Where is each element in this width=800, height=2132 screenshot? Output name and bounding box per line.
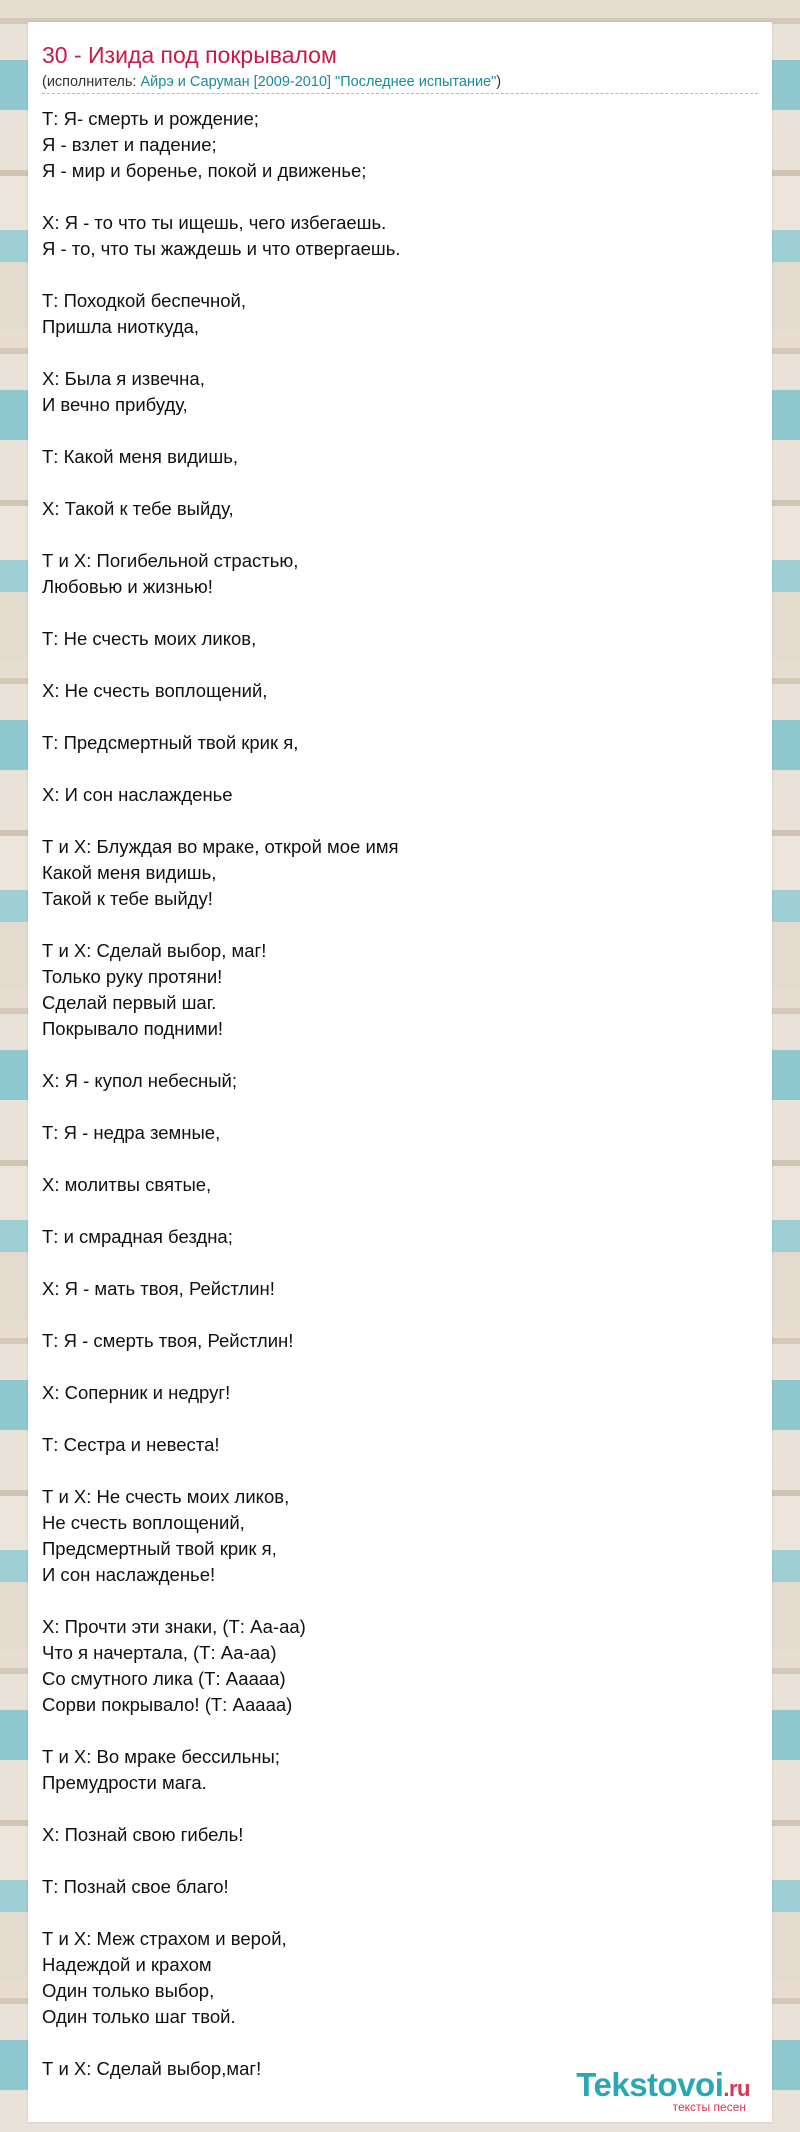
- lyrics-line: Х: Была я извечна,: [42, 368, 205, 389]
- lyrics-stanza: [42, 1120, 758, 1146]
- lyrics-stanza: [42, 548, 758, 600]
- lyrics-stanza: [42, 1380, 758, 1406]
- lyrics-line: Со смутного лика (Т: Ааааа): [42, 1668, 286, 1689]
- lyrics-stanza: [42, 678, 758, 704]
- lyrics-line: Т и Х: Меж страхом и верой,: [42, 1928, 287, 1949]
- performer-link[interactable]: Айрэ и Саруман [2009-2010] "Последнее испытание": [140, 74, 497, 90]
- lyrics-line: Т: Походкой беспечной,: [42, 290, 246, 311]
- lyrics-stanza: [42, 366, 758, 418]
- lyrics-line: Такой к тебе выйду!: [42, 888, 213, 909]
- lyrics-stanza: [42, 444, 758, 470]
- performer-suffix: ): [496, 74, 502, 90]
- lyrics-line: Х: молитвы святые,: [42, 1174, 212, 1195]
- lyrics-line: Надеждой и крахом: [42, 1954, 212, 1975]
- lyrics-line: Т: Я- смерть и рождение;: [42, 108, 259, 129]
- lyrics-line: Х: И сон наслажденье: [42, 784, 233, 805]
- lyrics-line: Предсмертный твой крик я,: [42, 1538, 277, 1559]
- lyrics-stanza: [42, 1068, 758, 1094]
- lyrics-line: Один только шаг твой.: [42, 2006, 236, 2027]
- lyrics-line: Х: Я - то что ты ищешь, чего избегаешь.: [42, 212, 387, 233]
- lyrics-line: Что я начертала, (Т: Аа-аа): [42, 1642, 277, 1663]
- lyrics-stanza: [42, 1926, 758, 2030]
- lyrics-stanza: [42, 1432, 758, 1458]
- lyrics-body: [42, 106, 758, 2108]
- lyrics-line: Любовью и жизнью!: [42, 576, 213, 597]
- lyrics-line: Т: Познай свое благо!: [42, 1876, 229, 1897]
- lyrics-stanza: [42, 210, 758, 262]
- lyrics-stanza: [42, 938, 758, 1042]
- lyrics-line: Х: Не счесть воплощений,: [42, 680, 268, 701]
- lyrics-line: Т: Сестра и невеста!: [42, 1434, 220, 1455]
- lyrics-line: Пришла ниоткуда,: [42, 316, 200, 337]
- logo-main-text: Tekstovoi: [576, 2066, 724, 2103]
- lyrics-line: Один только выбор,: [42, 1980, 215, 2001]
- lyrics-stanza: [42, 782, 758, 808]
- lyrics-line: Х: Соперник и недруг!: [42, 1382, 231, 1403]
- lyrics-line: Какой меня видишь,: [42, 862, 217, 883]
- lyrics-line: Т и Х: Сделай выбор,маг!: [42, 2058, 262, 2079]
- lyrics-line: Т: Я - смерть твоя, Рейстлин!: [42, 1330, 294, 1351]
- lyrics-stanza: [42, 1484, 758, 1588]
- lyrics-line: Т: Я - недра земные,: [42, 1122, 221, 1143]
- lyrics-line: Т и Х: Не счесть моих ликов,: [42, 1486, 290, 1507]
- lyrics-stanza: [42, 288, 758, 340]
- logo-wordmark: [576, 2068, 750, 2101]
- lyrics-line: Т: Какой меня видишь,: [42, 446, 239, 467]
- lyrics-line: Премудрости мага.: [42, 1772, 207, 1793]
- song-meta: [42, 74, 758, 94]
- lyrics-line: Х: Прочти эти знаки, (Т: Аа-аа): [42, 1616, 306, 1637]
- performer-prefix: (исполнитель:: [42, 74, 141, 90]
- lyrics-stanza: [42, 1822, 758, 1848]
- lyrics-stanza: [42, 730, 758, 756]
- lyrics-line: Т и Х: Блуждая во мраке, открой мое имя: [42, 836, 399, 857]
- lyrics-line: Я - мир и боренье, покой и движенье;: [42, 160, 367, 181]
- lyrics-card: [28, 22, 772, 2122]
- lyrics-line: Не счесть воплощений,: [42, 1512, 245, 1533]
- logo-domain: .ru: [723, 2076, 750, 2101]
- lyrics-line: Т и Х: Погибельной страстью,: [42, 550, 299, 571]
- lyrics-line: Я - то, что ты жаждешь и что отвергаешь.: [42, 238, 401, 259]
- lyrics-line: Покрывало подними!: [42, 1018, 224, 1039]
- lyrics-stanza: [42, 1276, 758, 1302]
- lyrics-line: Х: Я - мать твоя, Рейстлин!: [42, 1278, 275, 1299]
- lyrics-line: Т и Х: Во мраке бессильны;: [42, 1746, 280, 1767]
- logo-tagline: тексты песен: [672, 2100, 746, 2114]
- lyrics-stanza: [42, 1172, 758, 1198]
- lyrics-stanza: [42, 1874, 758, 1900]
- lyrics-line: Х: Познай свою гибель!: [42, 1824, 244, 1845]
- lyrics-line: Т: Не счесть моих ликов,: [42, 628, 257, 649]
- lyrics-stanza: [42, 834, 758, 912]
- lyrics-stanza: [42, 1744, 758, 1796]
- lyrics-stanza: [42, 626, 758, 652]
- lyrics-stanza: [42, 496, 758, 522]
- site-logo[interactable]: [576, 2068, 750, 2114]
- song-title: 30 - Изида под покрывалом: [42, 42, 337, 68]
- lyrics-line: Х: Я - купол небесный;: [42, 1070, 238, 1091]
- lyrics-line: Т: Предсмертный твой крик я,: [42, 732, 299, 753]
- lyrics-stanza: [42, 1224, 758, 1250]
- lyrics-line: Я - взлет и падение;: [42, 134, 217, 155]
- lyrics-line: Х: Такой к тебе выйду,: [42, 498, 234, 519]
- lyrics-line: И вечно прибуду,: [42, 394, 188, 415]
- lyrics-line: Т и Х: Сделай выбор, маг!: [42, 940, 267, 961]
- lyrics-line: И сон наслажденье!: [42, 1564, 216, 1585]
- lyrics-stanza: [42, 1614, 758, 1718]
- lyrics-line: Только руку протяни!: [42, 966, 223, 987]
- lyrics-stanza: [42, 106, 758, 184]
- lyrics-line: Т: и смрадная бездна;: [42, 1226, 233, 1247]
- lyrics-line: Сорви покрывало! (Т: Ааааа): [42, 1694, 293, 1715]
- lyrics-line: Сделай первый шаг.: [42, 992, 217, 1013]
- lyrics-stanza: [42, 1328, 758, 1354]
